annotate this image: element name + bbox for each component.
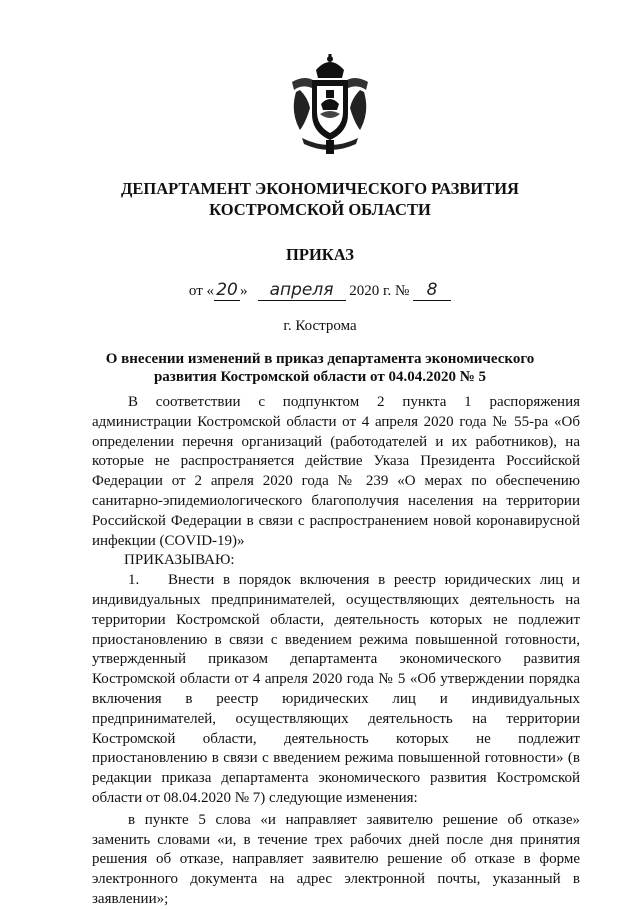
handwritten-month: апреля [258,280,346,301]
handwritten-order-number: 8 [413,280,451,301]
department-name [0,178,640,220]
order-title: ПРИКАЗ [286,245,354,264]
prikazyvayu-heading: ПРИКАЗЫВАЮ: [124,552,235,569]
handwritten-day: 20 [214,280,240,301]
order-subject [0,350,640,386]
department-line-1: ДЕПАРТАМЕНТ ЭКОНОМИЧЕСКОГО РАЗВИТИЯ [121,179,519,198]
date-mid: » [240,283,248,299]
subject-line-1: О внесении изменений в приказ департамента экономического [105,351,535,367]
city: г. Кострома [283,318,357,334]
preamble-paragraph: В соответствии с подпунктом 2 пункта 1 распоряжения администрации Костромской области от 4 апреля 2020 года № 55-ра «Об определении перечня организаций (работодателей и их работников), на которые не распространяется действие Указа Президента Российской Федерации от 2 апреля 2020 года № 239 «О мерах по обеспечению санитарно-эпидемиологического благополучия населения на территории Российской Федерации в связи с распространением новой коронавирусной инфекции (COVID-19)» [92,394,580,549]
item-1-text: Внести в порядок включения в реестр юридических лиц и индивидуальных предпринимателей, осуществляющих деятельность на территории Костромской области, деятельность которых не подлежит приостановлению в связи с введением режима повышенной готовности, утвержденный приказом департамента экономического развития Костромской области от 4 апреля 2020 года № 5 «Об утверждении порядка включения в реестр юридических лиц и индивидуальных предпринимателей, осуществляющих деятельность на территории Костромской области, деятельность которых не подлежит приостановлению в связи с введением режима повышенной готовности» (в редакции приказа департамента экономического развития Костромской области от 08.04.2020 № 7) следующие изменения: [92,572,580,806]
item-1-subparagraph: в пункте 5 слова «и направляет заявителю решение об отказе» заменить словами «и, в течение трех рабочих дней после дня принятия решения об отказе, направляет заявителю решение об отказе в форме электронного документа на адрес электронной почты, указанный в заявлении»; [92,811,580,907]
item-1-number: 1. [128,572,140,589]
date-prefix: от « [188,283,215,299]
item-1-paragraph [92,571,580,809]
subject-line-2: развития Костромской области от 04.04.2020 № 5 [153,369,487,385]
order-date-number [0,280,640,301]
year-text: 2020 г. № [349,283,410,299]
coat-of-arms-emblem [286,52,374,156]
order-body [92,393,580,910]
crown-icon [316,62,344,78]
department-line-2: КОСТРОМСКОЙ ОБЛАСТИ [209,200,431,219]
